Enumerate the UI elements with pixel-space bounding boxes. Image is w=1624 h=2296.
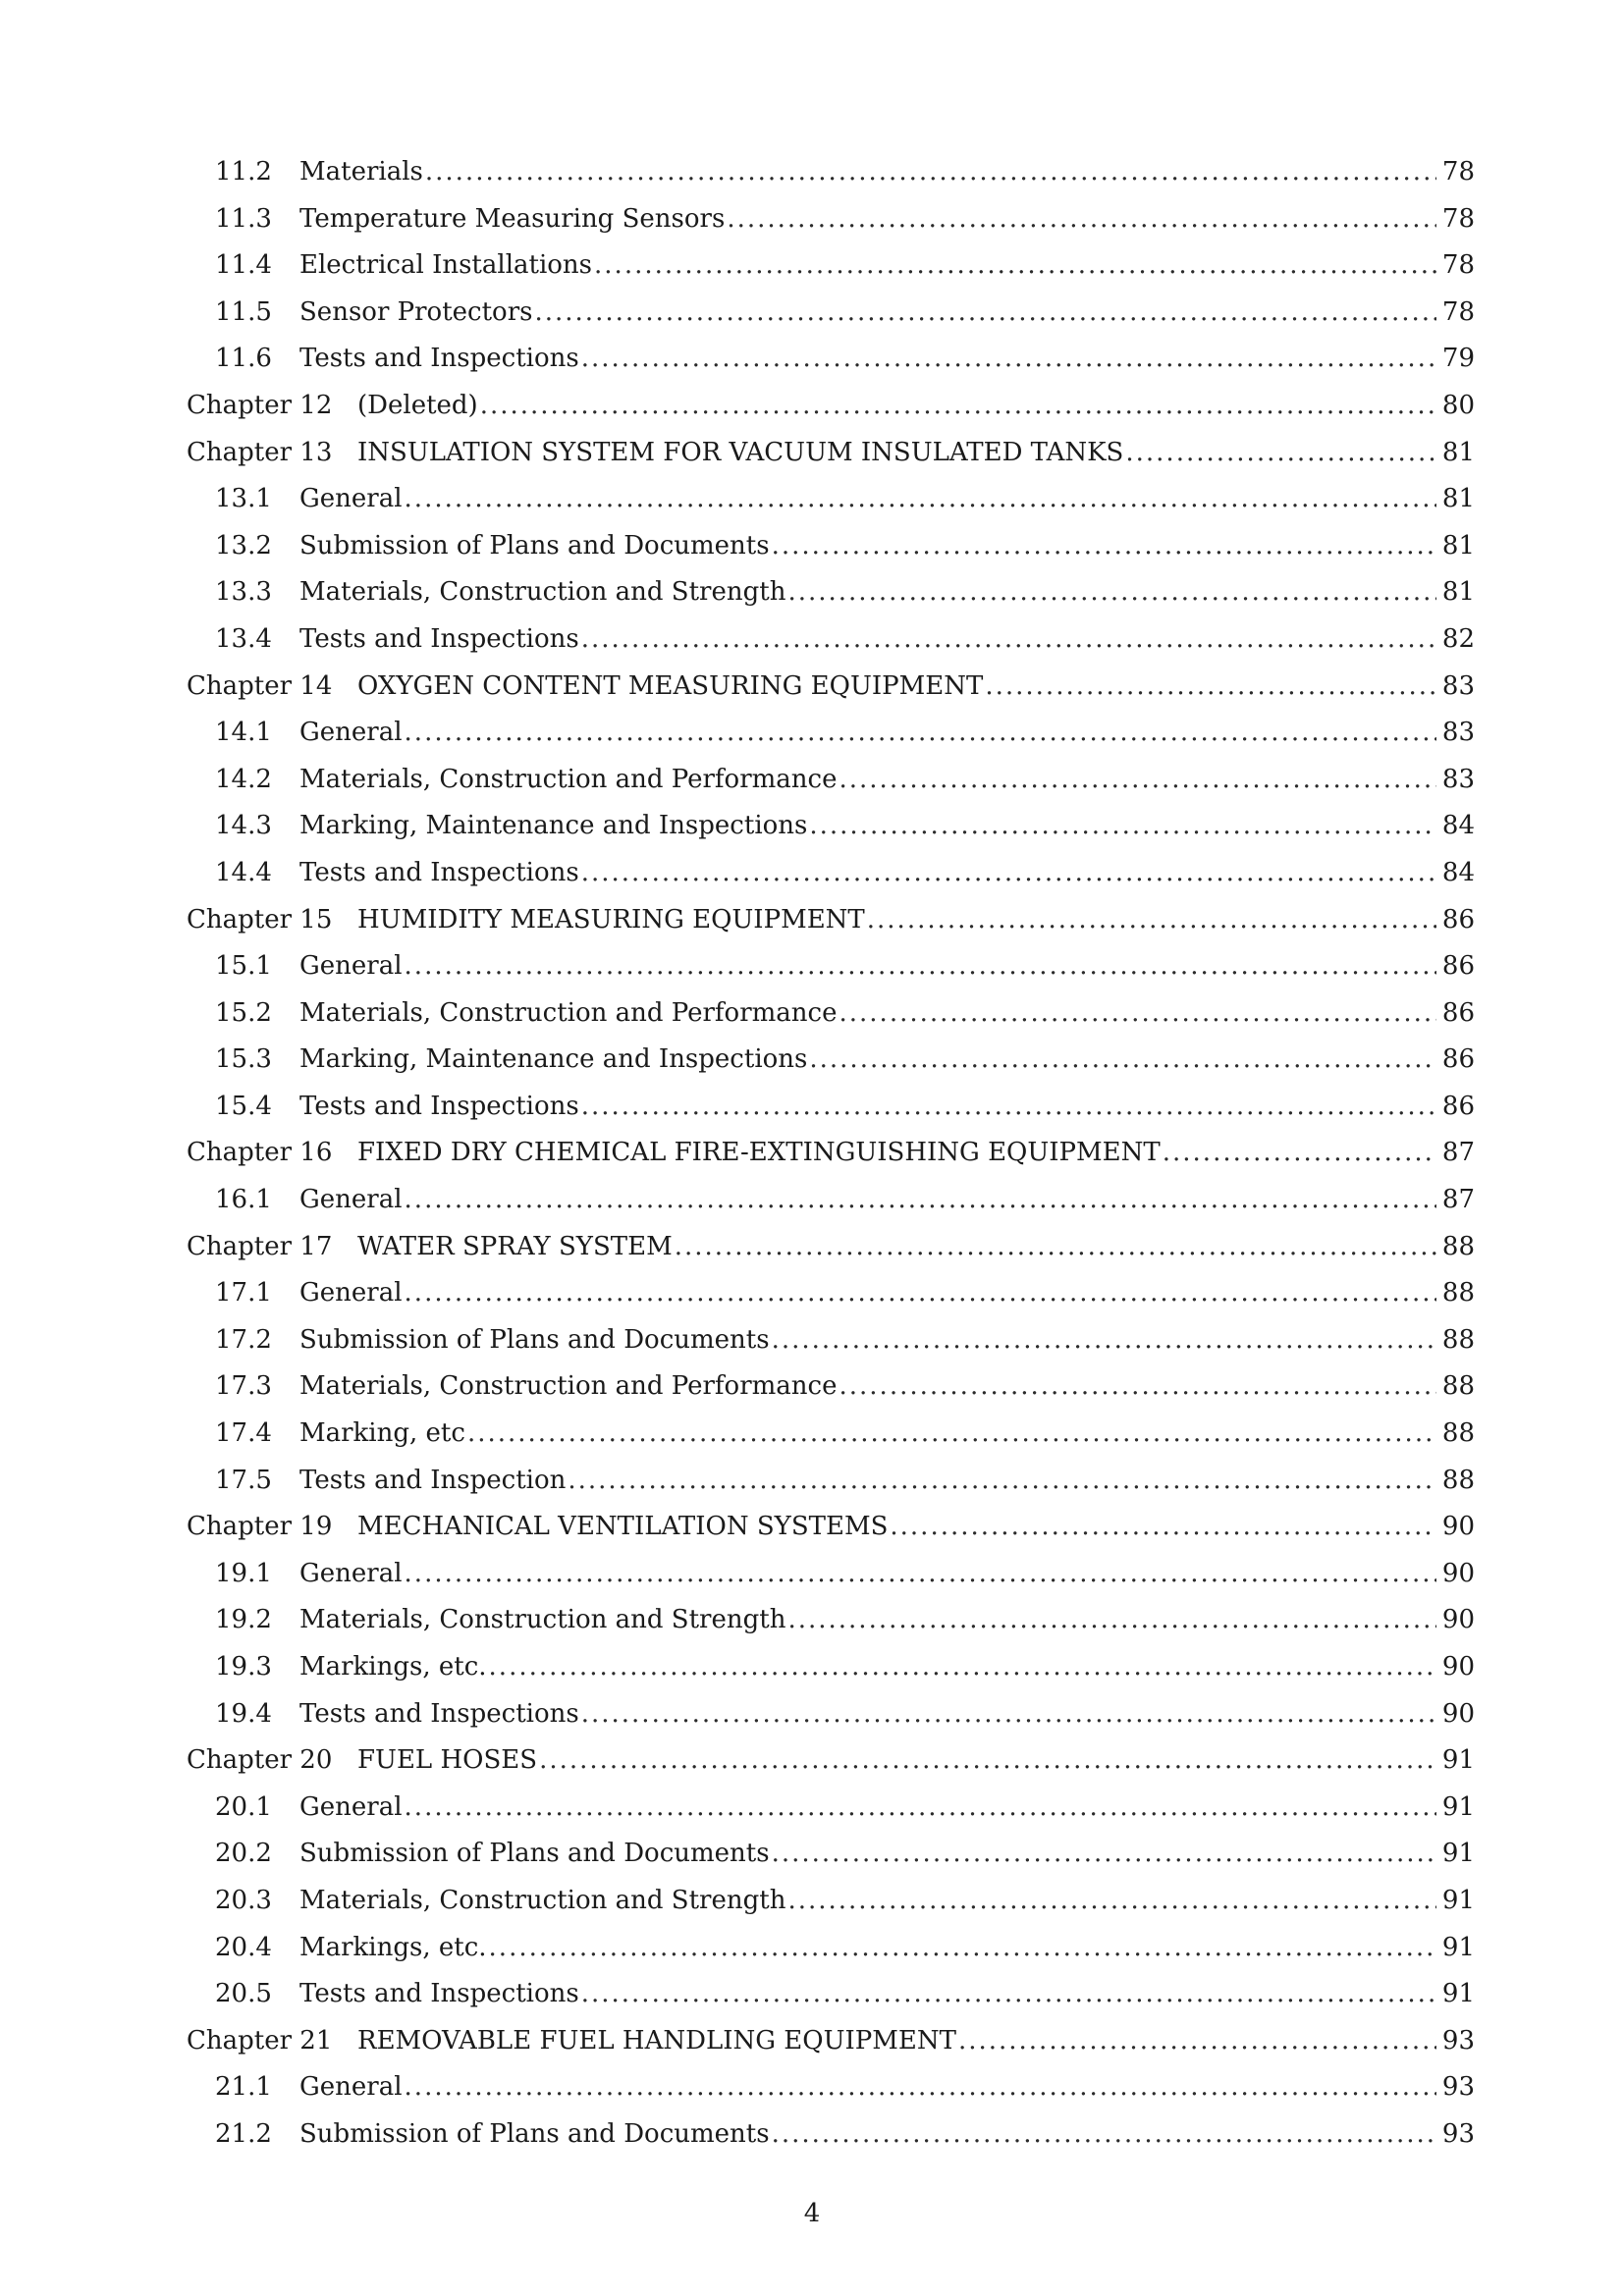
toc-dot-leader: [539, 1737, 1436, 1785]
toc-entry-number: 19.1: [215, 1558, 272, 1588]
toc-entry-page: 78: [1441, 296, 1475, 327]
toc-chapter-entry[interactable]: [0, 383, 1624, 430]
toc-section-entry[interactable]: [0, 1691, 1624, 1738]
toc-entry-number: 11.3: [215, 203, 272, 234]
toc-entry-page: 90: [1441, 1698, 1475, 1729]
toc-section-entry[interactable]: [0, 943, 1624, 990]
toc-entry-page: 81: [1441, 484, 1475, 514]
toc-entry-page: 88: [1441, 1465, 1475, 1495]
toc-entry-title: OXYGEN CONTENT MEASURING EQUIPMENT: [357, 670, 984, 701]
toc-dot-leader: [581, 1971, 1436, 2018]
toc-entry-number: 14.3: [215, 811, 272, 841]
toc-entry-number: 17.4: [215, 1418, 272, 1449]
toc-section-entry[interactable]: [0, 1037, 1624, 1084]
toc-dot-leader: [675, 1224, 1436, 1271]
toc-entry-title: Materials, Construction and Performance: [299, 997, 838, 1028]
toc-dot-leader: [405, 1551, 1436, 1598]
toc-entry-title: General: [299, 1791, 403, 1822]
toc-entry-title: Materials: [299, 157, 423, 187]
toc-entry-number: 20.2: [215, 1839, 272, 1869]
toc-entry-line: [215, 1037, 1475, 1084]
toc-dot-leader: [787, 1597, 1435, 1644]
toc-entry-number: 20.5: [215, 1979, 272, 2009]
toc-entry-line: [215, 1644, 1475, 1691]
toc-entry-page: 86: [1441, 904, 1475, 934]
toc-chapter-entry[interactable]: [0, 897, 1624, 944]
toc-entry-number: 19.3: [215, 1652, 272, 1682]
toc-entry-number: 21.1: [215, 2072, 272, 2103]
toc-chapter-entry[interactable]: [0, 2018, 1624, 2065]
toc-section-entry[interactable]: [0, 2111, 1624, 2159]
toc-entry-line: [215, 1177, 1475, 1224]
toc-entry-number: Chapter 13: [187, 437, 333, 467]
toc-dot-leader: [890, 1504, 1436, 1551]
toc-entry-page: 88: [1441, 1418, 1475, 1449]
toc-entry-line: [215, 2064, 1475, 2111]
toc-section-entry[interactable]: [0, 1411, 1624, 1458]
toc-dot-leader: [467, 1411, 1436, 1458]
toc-dot-leader: [405, 1785, 1436, 1832]
toc-entry-page: 91: [1441, 1885, 1475, 1915]
toc-section-entry[interactable]: [0, 569, 1624, 616]
toc-entry-title: Electrical Installations: [299, 250, 593, 281]
toc-entry-line: [215, 196, 1475, 243]
toc-entry-line: [215, 1551, 1475, 1598]
toc-entry-number: 15.4: [215, 1091, 272, 1121]
toc-entry-page: 88: [1441, 1371, 1475, 1402]
toc-entry-title: Tests and Inspection: [299, 1465, 567, 1495]
toc-entry-title: General: [299, 2072, 403, 2103]
toc-entry-line: [215, 1785, 1475, 1832]
toc-entry-title: Marking, Maintenance and Inspections: [299, 811, 808, 841]
toc-entry-line: [187, 430, 1475, 477]
toc-entry-line: [215, 850, 1475, 897]
toc-entry-title: General: [299, 1558, 403, 1588]
toc-entry-page: 93: [1441, 2118, 1475, 2149]
toc-entry-title: Submission of Plans and Documents: [299, 2118, 770, 2149]
toc-entry-line: [215, 1597, 1475, 1644]
toc-dot-leader: [1125, 430, 1436, 477]
toc-entry-page: 90: [1441, 1605, 1475, 1635]
toc-entry-title: General: [299, 951, 403, 982]
toc-entry-title: Materials, Construction and Performance: [299, 1371, 838, 1402]
toc-entry-line: [215, 2111, 1475, 2159]
toc-entry-line: [215, 290, 1475, 337]
toc-entry-number: 11.4: [215, 250, 272, 281]
toc-entry-title: FIXED DRY CHEMICAL FIRE-EXTINGUISHING EQUIPMENT: [357, 1138, 1161, 1168]
toc-entry-page: 81: [1441, 437, 1475, 467]
toc-entry-number: 13.1: [215, 484, 272, 514]
toc-entry-page: 78: [1441, 250, 1475, 281]
toc-entry-page: 78: [1441, 203, 1475, 234]
toc-entry-title: REMOVABLE FUEL HANDLING EQUIPMENT: [357, 2025, 956, 2056]
toc-section-entry[interactable]: [0, 1270, 1624, 1317]
toc-dot-leader: [772, 2111, 1436, 2159]
toc-entry-number: 19.2: [215, 1605, 272, 1635]
toc-section-entry[interactable]: [0, 850, 1624, 897]
toc-entry-page: 90: [1441, 1558, 1475, 1588]
toc-entry-title: Submission of Plans and Documents: [299, 530, 770, 561]
toc-entry-title: Submission of Plans and Documents: [299, 1839, 770, 1869]
toc-entry-page: 93: [1441, 2072, 1475, 2103]
toc-entry-number: 17.2: [215, 1324, 272, 1355]
toc-entry-title: General: [299, 1185, 403, 1215]
toc-dot-leader: [772, 1831, 1436, 1878]
toc-entry-number: 11.6: [215, 344, 272, 374]
toc-entry-title: Materials, Construction and Strength: [299, 1885, 786, 1915]
toc-chapter-entry[interactable]: [0, 664, 1624, 711]
toc-entry-line: [187, 897, 1475, 944]
toc-entry-title: Materials, Construction and Performance: [299, 764, 838, 794]
toc-chapter-entry[interactable]: [0, 1504, 1624, 1551]
toc-dot-leader: [489, 1925, 1436, 1972]
toc-entry-page: 87: [1441, 1185, 1475, 1215]
toc-entry-page: 88: [1441, 1231, 1475, 1261]
toc-entry-title: General: [299, 484, 403, 514]
toc-entry-page: 83: [1441, 718, 1475, 748]
toc-dot-leader: [405, 710, 1436, 757]
toc-dot-leader: [480, 383, 1436, 430]
toc-dot-leader: [1163, 1130, 1436, 1177]
toc-section-entry[interactable]: [0, 196, 1624, 243]
toc-entry-line: [215, 943, 1475, 990]
toc-entry-number: 13.3: [215, 577, 272, 608]
toc-entry-number: 19.4: [215, 1698, 272, 1729]
toc-entry-line: [215, 1411, 1475, 1458]
toc-entry-page: 79: [1441, 344, 1475, 374]
toc-entry-page: 91: [1441, 1839, 1475, 1869]
toc-dot-leader: [839, 757, 1436, 804]
toc-entry-line: [215, 1691, 1475, 1738]
toc-section-entry[interactable]: [0, 757, 1624, 804]
toc-entry-page: 90: [1441, 1652, 1475, 1682]
toc-section-entry[interactable]: [0, 1831, 1624, 1878]
toc-entry-number: Chapter 14: [187, 670, 333, 701]
toc-entry-title: Tests and Inspections: [299, 344, 579, 374]
toc-section-entry[interactable]: [0, 1878, 1624, 1925]
toc-entry-page: 84: [1441, 857, 1475, 887]
toc-entry-page: 91: [1441, 1979, 1475, 2009]
toc-entry-page: 91: [1441, 1932, 1475, 1962]
toc-entry-line: [215, 1971, 1475, 2018]
toc-entry-title: (Deleted): [357, 390, 478, 420]
toc-section-entry[interactable]: [0, 990, 1624, 1038]
toc-section-entry[interactable]: [0, 1785, 1624, 1832]
toc-entry-number: 15.1: [215, 951, 272, 982]
toc-entry-title: Temperature Measuring Sensors: [299, 203, 726, 234]
toc-entry-page: 81: [1441, 577, 1475, 608]
toc-entry-page: 80: [1441, 390, 1475, 420]
toc-entry-title: General: [299, 718, 403, 748]
toc-section-entry[interactable]: [0, 523, 1624, 570]
toc-dot-leader: [809, 803, 1436, 850]
toc-section-entry[interactable]: [0, 616, 1624, 664]
toc-section-entry[interactable]: [0, 1597, 1624, 1644]
toc-section-entry[interactable]: [0, 1363, 1624, 1411]
toc-section-entry[interactable]: [0, 242, 1624, 290]
toc-chapter-entry[interactable]: [0, 430, 1624, 477]
toc-entry-line: [215, 1458, 1475, 1505]
toc-entry-title: Tests and Inspections: [299, 1698, 579, 1729]
toc-entry-number: 15.3: [215, 1044, 272, 1075]
toc-entry-line: [215, 569, 1475, 616]
toc-section-entry[interactable]: [0, 1551, 1624, 1598]
toc-entry-line: [187, 1130, 1475, 1177]
toc-entry-title: Markings, etc.: [299, 1652, 487, 1682]
toc-dot-leader: [405, 943, 1436, 990]
toc-dot-leader: [787, 569, 1435, 616]
toc-dot-leader: [489, 1644, 1436, 1691]
toc-entry-number: 17.5: [215, 1465, 272, 1495]
toc-entry-line: [187, 1504, 1475, 1551]
toc-entry-line: [187, 2018, 1475, 2065]
toc-entry-title: Marking, etc: [299, 1418, 465, 1449]
toc-entry-title: FUEL HOSES: [357, 1745, 538, 1776]
toc-entry-title: Materials, Construction and Strength: [299, 1605, 786, 1635]
toc-section-entry[interactable]: [0, 149, 1624, 196]
toc-entry-number: 17.3: [215, 1371, 272, 1402]
toc-dot-leader: [405, 2064, 1436, 2111]
toc-dot-leader: [772, 523, 1436, 570]
toc-entry-line: [187, 1224, 1475, 1271]
toc-entry-title: Tests and Inspections: [299, 623, 579, 654]
toc-entry-page: 82: [1441, 623, 1475, 654]
toc-entry-page: 86: [1441, 1091, 1475, 1121]
toc-entry-title: Tests and Inspections: [299, 1091, 579, 1121]
toc-dot-leader: [534, 290, 1435, 337]
page-number: 4: [803, 2199, 821, 2228]
toc-dot-leader: [839, 1363, 1436, 1411]
toc-section-entry[interactable]: [0, 290, 1624, 337]
toc-entry-line: [215, 336, 1475, 383]
toc-dot-leader: [581, 616, 1436, 664]
toc-entry-title: Materials, Construction and Strength: [299, 577, 786, 608]
toc-dot-leader: [405, 1177, 1436, 1224]
toc-entry-line: [215, 803, 1475, 850]
toc-entry-page: 86: [1441, 1044, 1475, 1075]
toc-dot-leader: [772, 1317, 1436, 1364]
toc-entry-title: INSULATION SYSTEM FOR VACUUM INSULATED TANKS: [357, 437, 1124, 467]
toc-entry-page: 87: [1441, 1138, 1475, 1168]
table-of-contents: [0, 149, 1624, 2159]
toc-section-entry[interactable]: [0, 1458, 1624, 1505]
toc-entry-page: 88: [1441, 1278, 1475, 1308]
toc-section-entry[interactable]: [0, 1644, 1624, 1691]
toc-dot-leader: [985, 664, 1436, 711]
toc-entry-page: 81: [1441, 530, 1475, 561]
toc-dot-leader: [581, 850, 1436, 897]
toc-entry-line: [215, 757, 1475, 804]
toc-section-entry[interactable]: [0, 1971, 1624, 2018]
toc-entry-page: 78: [1441, 157, 1475, 187]
toc-entry-number: 14.4: [215, 857, 272, 887]
toc-dot-leader: [958, 2018, 1436, 2065]
toc-entry-title: Markings, etc.: [299, 1932, 487, 1962]
toc-entry-number: 17.1: [215, 1278, 272, 1308]
toc-entry-line: [215, 1270, 1475, 1317]
toc-dot-leader: [839, 990, 1436, 1038]
toc-entry-page: 90: [1441, 1512, 1475, 1542]
toc-entry-line: [215, 242, 1475, 290]
toc-entry-line: [215, 1084, 1475, 1131]
toc-entry-title: Submission of Plans and Documents: [299, 1324, 770, 1355]
toc-entry-page: 86: [1441, 997, 1475, 1028]
toc-entry-number: Chapter 16: [187, 1138, 333, 1168]
toc-chapter-entry[interactable]: [0, 1224, 1624, 1271]
toc-entry-line: [215, 476, 1475, 523]
toc-entry-title: Tests and Inspections: [299, 857, 579, 887]
toc-entry-title: Tests and Inspections: [299, 1979, 579, 2009]
toc-entry-page: 88: [1441, 1324, 1475, 1355]
toc-section-entry[interactable]: [0, 2064, 1624, 2111]
toc-chapter-entry[interactable]: [0, 1130, 1624, 1177]
toc-entry-title: General: [299, 1278, 403, 1308]
toc-entry-number: 21.2: [215, 2118, 272, 2149]
toc-entry-page: 83: [1441, 764, 1475, 794]
toc-entry-number: 13.4: [215, 623, 272, 654]
toc-entry-line: [215, 1317, 1475, 1364]
toc-section-entry[interactable]: [0, 476, 1624, 523]
toc-entry-number: Chapter 12: [187, 390, 333, 420]
toc-entry-page: 91: [1441, 1745, 1475, 1776]
toc-entry-line: [187, 664, 1475, 711]
toc-entry-line: [187, 383, 1475, 430]
toc-entry-page: 91: [1441, 1791, 1475, 1822]
toc-dot-leader: [568, 1458, 1436, 1505]
toc-entry-title: Marking, Maintenance and Inspections: [299, 1044, 808, 1075]
toc-entry-line: [187, 1737, 1475, 1785]
toc-entry-number: Chapter 15: [187, 904, 333, 934]
toc-entry-page: 93: [1441, 2025, 1475, 2056]
toc-entry-number: 20.1: [215, 1791, 272, 1822]
toc-dot-leader: [425, 149, 1436, 196]
toc-dot-leader: [727, 196, 1436, 243]
toc-entry-title: Sensor Protectors: [299, 296, 533, 327]
toc-entry-title: HUMIDITY MEASURING EQUIPMENT: [357, 904, 865, 934]
toc-entry-number: Chapter 20: [187, 1745, 333, 1776]
toc-dot-leader: [867, 897, 1436, 944]
toc-entry-page: 86: [1441, 951, 1475, 982]
toc-entry-line: [215, 149, 1475, 196]
toc-section-entry[interactable]: [0, 710, 1624, 757]
toc-entry-line: [215, 523, 1475, 570]
toc-dot-leader: [594, 242, 1436, 290]
toc-entry-number: 13.2: [215, 530, 272, 561]
toc-entry-line: [215, 1363, 1475, 1411]
toc-entry-number: 20.4: [215, 1932, 272, 1962]
toc-dot-leader: [581, 336, 1436, 383]
toc-entry-line: [215, 1925, 1475, 1972]
toc-entry-number: 14.2: [215, 764, 272, 794]
toc-entry-title: WATER SPRAY SYSTEM: [357, 1231, 673, 1261]
toc-entry-page: 84: [1441, 811, 1475, 841]
toc-section-entry[interactable]: [0, 1177, 1624, 1224]
toc-dot-leader: [787, 1878, 1435, 1925]
toc-entry-number: 11.5: [215, 296, 272, 327]
toc-entry-number: Chapter 17: [187, 1231, 333, 1261]
toc-dot-leader: [581, 1084, 1436, 1131]
toc-entry-line: [215, 710, 1475, 757]
toc-entry-number: 11.2: [215, 157, 272, 187]
toc-entry-title: MECHANICAL VENTILATION SYSTEMS: [357, 1512, 889, 1542]
toc-entry-number: 15.2: [215, 997, 272, 1028]
toc-dot-leader: [405, 476, 1436, 523]
toc-entry-number: Chapter 21: [187, 2025, 333, 2056]
toc-entry-page: 83: [1441, 670, 1475, 701]
toc-section-entry[interactable]: [0, 1084, 1624, 1131]
toc-entry-line: [215, 1831, 1475, 1878]
toc-entry-line: [215, 990, 1475, 1038]
toc-dot-leader: [405, 1270, 1436, 1317]
toc-section-entry[interactable]: [0, 803, 1624, 850]
toc-entry-number: 16.1: [215, 1185, 272, 1215]
toc-section-entry[interactable]: [0, 1925, 1624, 1972]
toc-entry-number: 20.3: [215, 1885, 272, 1915]
toc-entry-number: 14.1: [215, 718, 272, 748]
toc-entry-line: [215, 1878, 1475, 1925]
toc-entry-line: [215, 616, 1475, 664]
toc-section-entry[interactable]: [0, 1317, 1624, 1364]
toc-entry-number: Chapter 19: [187, 1512, 333, 1542]
toc-dot-leader: [809, 1037, 1436, 1084]
toc-chapter-entry[interactable]: [0, 1737, 1624, 1785]
toc-section-entry[interactable]: [0, 336, 1624, 383]
toc-dot-leader: [581, 1691, 1436, 1738]
